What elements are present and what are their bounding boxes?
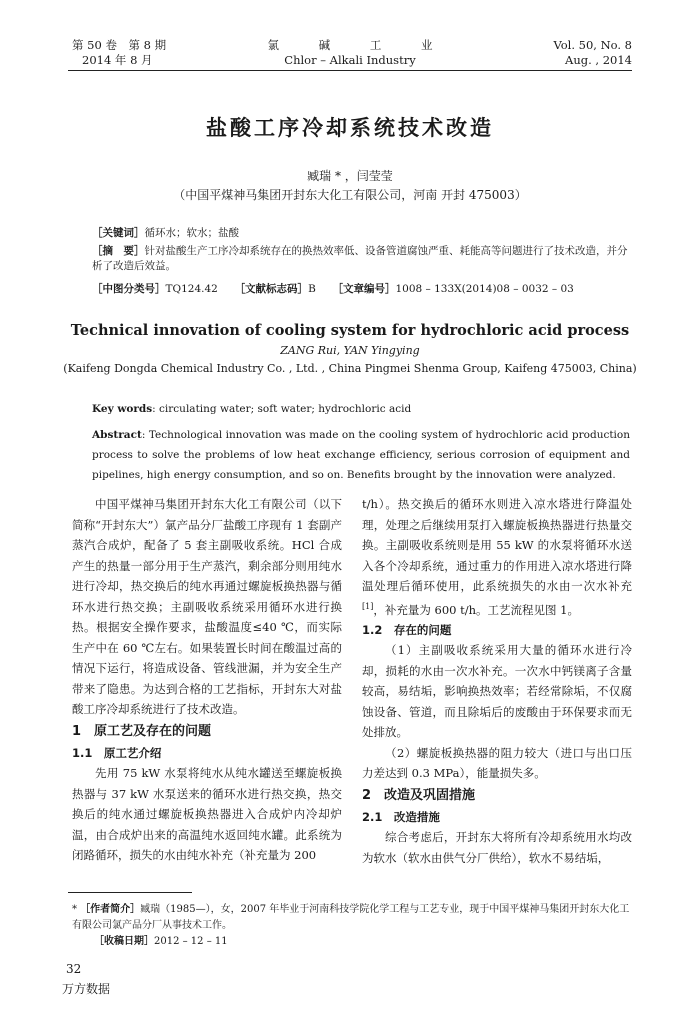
author-bio xyxy=(72,902,632,934)
header-date-cn: 2014 年 8 月 xyxy=(82,53,153,67)
keywords-en xyxy=(92,403,411,415)
intro-paragraph: 中国平煤神马集团开封东大化工有限公司（以下简称“开封东大”）氯产品分厂盐酸工序现有 1 套副产蒸汽合成炉，配备了 5 套主副吸收系统。HCl 合成产生的热量一部分用于生产蒸汽，剩余部分则用纯水进行冷却，热交换后的纯水再通过螺旋板换热器与循环水进行热交换；主副吸收系统采用循环水进行换热。根据安全操作要求，盐酸温度≤40 ℃，而实际生产中在 60 ℃左右。如果装置长时间在酸温过高的情况下运行，将造成设备、管线泄漏，并为安全生产带来了隐患。为达到合格的工艺指标，开封东大对盐酸工序冷却系统进行了技术改造。 xyxy=(72,497,342,716)
footnote-rule xyxy=(68,892,192,893)
authors-cn: 臧瑞 * ，闫莹莹 xyxy=(307,169,393,183)
paragraph-2-1: 综合考虑后，开封东大将所有冷却系统用水均改为软水（软水由供气分厂供给），软水不易结垢， xyxy=(362,830,632,865)
header-date-en: Aug. , 2014 xyxy=(565,53,632,67)
affiliation-en: (Kaifeng Dongda Chemical Industry Co. , Ltd. , China Pingmei Shenma Group, Kaifeng 475003, China) xyxy=(63,362,637,375)
abstract-cn xyxy=(92,244,632,274)
clc-label: ［中图分类号］ xyxy=(92,283,166,295)
paragraph-1-1: 先用 75 kW 水泵将纯水从纯水罐送至螺旋板换热器与 37 kW 水泵送来的循环水进行热交换，热交换后的纯水通过螺旋板换热器进入合成炉内冷却炉温，由合成炉出来的高温纯水返回纯水罐。此系统为闭路循环，损失的水由纯水补充（补充量为 200 xyxy=(72,766,342,862)
classification-line xyxy=(92,282,632,297)
keywords-cn-text: 循环水；软水；盐酸 xyxy=(144,227,239,239)
subsection-heading-1-1: 1.1 原工艺介绍 xyxy=(72,745,162,760)
header-rule xyxy=(68,70,632,71)
author-bio-label: ［作者简介］ xyxy=(80,904,141,915)
header-volume-cn: 第 50 卷 第 8 期 xyxy=(72,38,167,52)
footnote-marker: * xyxy=(72,904,77,915)
abstract-en-label: Abstract xyxy=(92,429,142,441)
abstract-en xyxy=(92,425,630,485)
page-number: 32 xyxy=(66,962,82,976)
paragraph-continued-b: ，补充量为 600 t/h。工艺流程见图 1。 xyxy=(373,602,579,617)
received-date xyxy=(72,934,632,950)
keywords-en-label: Key words xyxy=(92,403,153,415)
footnote xyxy=(72,902,632,950)
keywords-en-text: : circulating water; soft water; hydrochloric acid xyxy=(152,403,412,415)
paragraph-continued xyxy=(362,494,632,620)
abstract-cn-text: 针对盐酸生产工序冷却系统存在的换热效率低、设备管道腐蚀严重、耗能高等问题进行了技术改造，并分析了改造后效益。 xyxy=(92,245,628,272)
abstract-cn-label: ［摘 要］ xyxy=(92,245,145,257)
header-journal-en: Chlor – Alkali Industry xyxy=(284,53,416,67)
keywords-cn-label: ［关键词］ xyxy=(92,227,145,239)
header-journal-cn: 氯 碱 工 业 xyxy=(267,38,451,52)
received-label: ［收稿日期］ xyxy=(94,936,154,947)
article-no-value: 1008 – 133X(2014)08 – 0032 – 03 xyxy=(395,283,574,295)
body-column-right xyxy=(362,494,632,868)
watermark: 万方数据 xyxy=(62,982,111,996)
affiliation-cn: （中国平煤神马集团开封东大化工有限公司，河南 开封 475003） xyxy=(173,188,527,202)
doc-code-value: B xyxy=(308,283,316,295)
paragraph-1-2-b: （2）螺旋板换热器的阻力较大（进口与出口压力差达到 0.3 MPa），能量损失多。 xyxy=(362,745,632,781)
keywords-cn xyxy=(92,226,632,241)
doc-code-label: ［文献标志码］ xyxy=(234,283,309,295)
abstract-en-text: : Technological innovation was made on the cooling system of hydrochloric acid production process to solve the problems of low heat exchange efficiency, serious corrosion of equipment and pipelines, high energy consumption, and so on. Benefits brought by the innovation were analyzed. xyxy=(92,429,630,481)
subsection-heading-2-1: 2.1 改造措施 xyxy=(362,809,440,824)
authors-en: ZANG Rui, YAN Yingying xyxy=(280,344,420,357)
paragraph-continued-a: t/h）。热交换后的循环水则进入凉水塔进行降温处理，处理之后继续用泵打入螺旋板换热器进行热量交换。主副吸收系统则是用 55 kW 的水泵将循环水送入各个冷却系统，通过重力的作用进入凉水塔进行降温处理后循环使用，此系统损失的水由一次水补充 xyxy=(362,497,632,593)
received-value: 2012 – 12 – 11 xyxy=(154,936,228,947)
body-column-left xyxy=(72,494,342,866)
header-right xyxy=(553,38,632,68)
header-volume-en: Vol. 50, No. 8 xyxy=(553,38,632,52)
subsection-heading-1-2: 1.2 存在的问题 xyxy=(362,622,452,637)
article-title-cn: 盐酸工序冷却系统技术改造 xyxy=(206,115,494,140)
section-heading-1: 1 原工艺及存在的问题 xyxy=(72,723,212,739)
clc-value: TQ124.42 xyxy=(165,283,218,295)
citation-ref: [1] xyxy=(362,601,374,611)
section-heading-2: 2 改造及巩固措施 xyxy=(362,787,476,803)
article-title-en: Technical innovation of cooling system for hydrochloric acid process xyxy=(70,322,630,339)
article-no-label: ［文章编号］ xyxy=(332,283,396,295)
paragraph-1-2-a: （1）主副吸收系统采用大量的循环水进行冷却，损耗的水由一次水补充。一次水中钙镁离子含量较高，易结垢，影响换热效率；若经常除垢，不仅腐蚀设备、管道，而且除垢后的废酸由于环保要求而无处排放。 xyxy=(362,643,632,740)
author-bio-text: 臧瑞（1985—），女，2007 年毕业于河南科技学院化学工程与工艺专业，现于中国平煤神马集团开封东大化工有限公司氯产品分厂从事技术工作。 xyxy=(72,904,630,931)
